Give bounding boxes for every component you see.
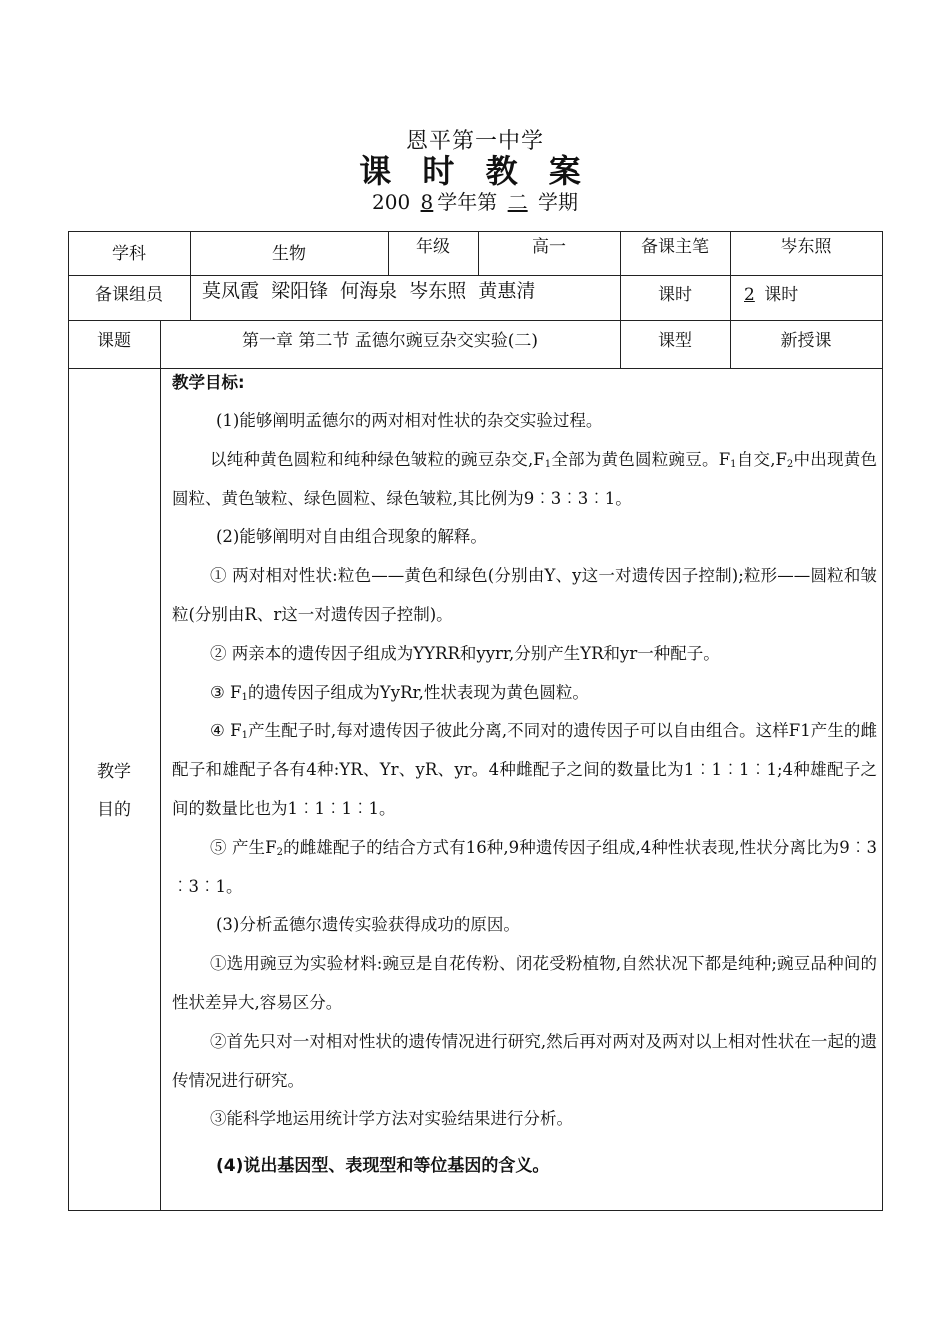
label-line-2: 目的	[97, 800, 131, 820]
grade-value: 高一	[532, 237, 566, 257]
paragraph: ⑤ 产生$F_2$的雌雄配子的结合方式有16种,9种遗传因子组成,4种性状表现,性状分离比为9︰3︰3︰1。	[172, 837, 877, 896]
term-year: 8	[420, 190, 434, 214]
row-divider	[68, 368, 883, 369]
col-divider	[160, 320, 161, 1210]
paragraph: 以纯种黄色圆粒和纯种绿色皱粒的豌豆杂交$,F_1$全部为黄色圆粒豌豆。$F_1$自交$,F_2$中出现黄色圆粒、黄色皱粒、绿色圆粒、绿色皱粒,其比例为9︰3︰3︰1。	[172, 449, 877, 508]
table-border-bottom	[68, 1210, 883, 1211]
members-value: 莫凤霞 梁阳锋 何海泉 岑东照 黄惠清	[202, 280, 536, 302]
term-prefix: 200	[372, 190, 411, 214]
paragraph: ② 两亲本的遗传因子组成为YYRR和yyrr,分别产生YR和yr一种配子。	[210, 643, 720, 663]
hours-unit: 课时	[764, 285, 799, 305]
teaching-purpose-label	[68, 753, 160, 829]
topic-label: 课题	[97, 331, 131, 351]
paragraph: ①选用豌豆为实验材料:豌豆是自花传粉、闭花受粉植物,自然状况下都是纯种;豌豆品种间的性状差异大,容易区分。	[172, 954, 877, 1012]
paragraph: (4)说出基因型、表现型和等位基因的含义。	[216, 1156, 550, 1177]
row-divider	[68, 320, 883, 321]
objectives-content	[172, 372, 877, 1186]
hours-value	[740, 284, 880, 306]
term-mid: 学年第	[437, 190, 498, 214]
hours-number: 2	[744, 285, 755, 305]
term-number: 二	[507, 190, 528, 214]
paragraph: ③能科学地运用统计学方法对实验结果进行分析。	[210, 1109, 573, 1129]
lead-author-label: 备课主笔	[641, 237, 709, 257]
paragraph: ②首先只对一对相对性状的遗传情况进行研究,然后再对两对及两对以上相对性状在一起的遗传情况进行研究。	[172, 1031, 877, 1090]
topic-value: 第一章 第二节 孟德尔豌豆杂交实验(二)	[241, 331, 539, 351]
paragraph: ① 两对相对性状:粒色——黄色和绿色(分别由Y、y这一对遗传因子控制);粒形——圆粒和皱粒(分别由R、r这一对遗传因子控制)。	[172, 566, 877, 624]
lesson-type-label: 课型	[658, 331, 692, 351]
document-title: 课 时 教 案	[359, 152, 591, 190]
label-line-1: 教学	[97, 762, 131, 782]
school-name: 恩平第一中学	[405, 129, 544, 154]
paragraph: ④ $F_1$产生配子时,每对遗传因子彼此分离,不同对的遗传因子可以自由组合。这样F1产生的雌配子和雄配子各有4种:YR、Yr、yR、yr。4种雌配子之间的数量比为1︰1︰1︰1;4种雄配子之间的数量比也为1︰1︰1︰1。	[172, 721, 877, 818]
term-suffix: 学期	[538, 190, 578, 214]
lesson-type-value: 新授课	[780, 331, 832, 351]
table-border-right	[882, 231, 883, 1211]
lead-author-value: 岑东照	[780, 237, 832, 257]
subject-label: 学科	[112, 244, 146, 264]
table-border-left	[68, 231, 69, 1211]
paragraph: (3)分析孟德尔遗传实验获得成功的原因。	[216, 915, 520, 935]
paragraph: (2)能够阐明对自由组合现象的解释。	[216, 527, 487, 547]
subject-value: 生物	[272, 244, 306, 264]
objectives-heading: 教学目标:	[172, 373, 245, 392]
paragraph: ③ $F_1$的遗传因子组成为YyRr,性状表现为黄色圆粒。	[210, 682, 589, 703]
hours-label: 课时	[658, 285, 692, 305]
members-label: 备课组员	[95, 285, 163, 305]
term-line	[0, 186, 950, 215]
grade-label: 年级	[416, 237, 450, 257]
paragraph: (1)能够阐明孟德尔的两对相对性状的杂交实验过程。	[216, 411, 603, 430]
